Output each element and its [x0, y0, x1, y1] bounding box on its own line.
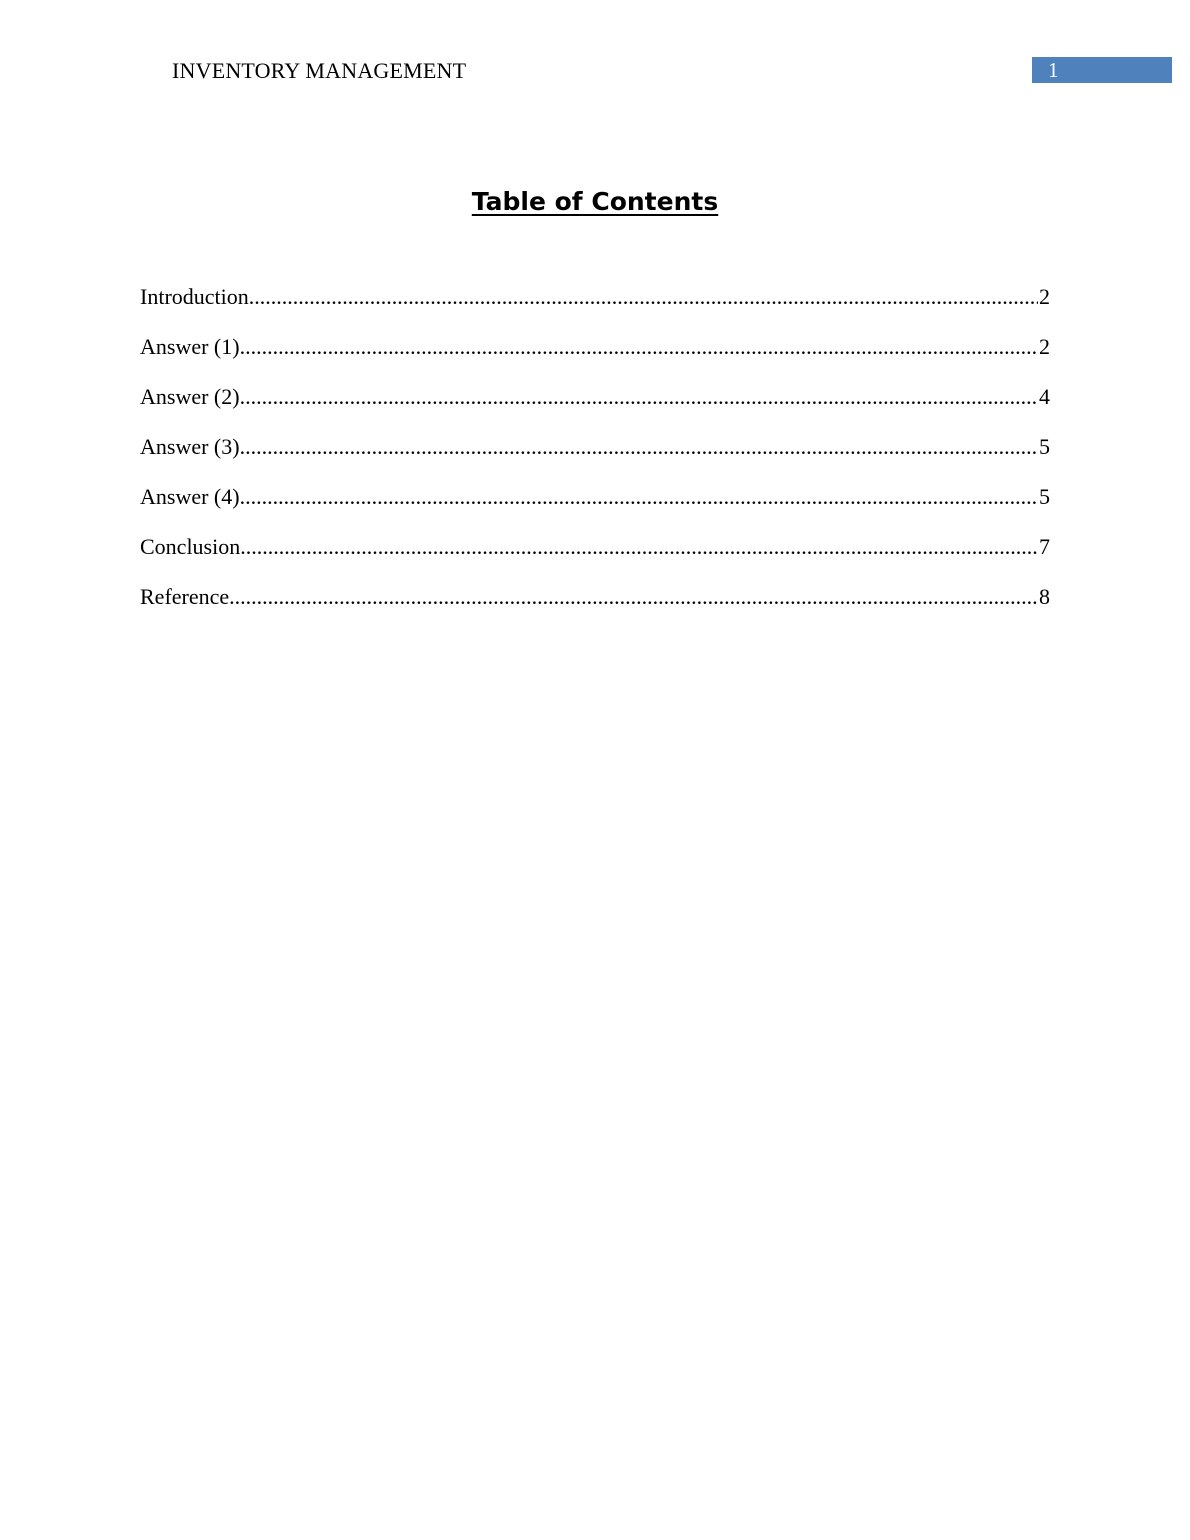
toc-dot-leader	[229, 582, 1038, 612]
toc-entry-page: 7	[1039, 534, 1050, 559]
toc-entry-answer-1[interactable]	[140, 332, 1050, 382]
toc-heading: Table of Contents	[471, 187, 719, 216]
toc-entry-label: Answer (4)	[140, 484, 240, 509]
toc-entry-label: Answer (2)	[140, 384, 240, 409]
toc-dot-leader	[240, 482, 1038, 512]
toc-dot-leader	[240, 332, 1038, 362]
toc-entry-answer-2[interactable]	[140, 382, 1050, 432]
toc-entry-page: 2	[1039, 334, 1050, 359]
toc-entry-label: Answer (1)	[140, 334, 240, 359]
toc-entry-page: 5	[1039, 434, 1050, 459]
page-number-badge: 1	[1032, 57, 1172, 83]
toc-entry-conclusion[interactable]	[140, 532, 1050, 582]
toc-entry-label: Conclusion	[140, 534, 241, 559]
toc-entry-answer-3[interactable]	[140, 432, 1050, 482]
toc-entry-reference[interactable]	[140, 582, 1050, 632]
toc-dot-leader	[240, 532, 1038, 562]
toc-entry-label: Reference	[140, 584, 230, 609]
toc-entry-label: Answer (3)	[140, 434, 240, 459]
toc-entry-page: 2	[1039, 284, 1050, 309]
table-of-contents	[140, 282, 1050, 632]
toc-entry-label: Introduction	[140, 284, 249, 309]
running-header-title: INVENTORY MANAGEMENT	[172, 58, 467, 83]
toc-entry-page: 4	[1039, 384, 1050, 409]
toc-dot-leader	[249, 282, 1038, 312]
toc-dot-leader	[240, 432, 1038, 462]
toc-dot-leader	[240, 382, 1038, 412]
toc-entry-introduction[interactable]	[140, 282, 1050, 332]
toc-entry-answer-4[interactable]	[140, 482, 1050, 532]
toc-entry-page: 5	[1039, 484, 1050, 509]
toc-entry-page: 8	[1039, 584, 1050, 609]
